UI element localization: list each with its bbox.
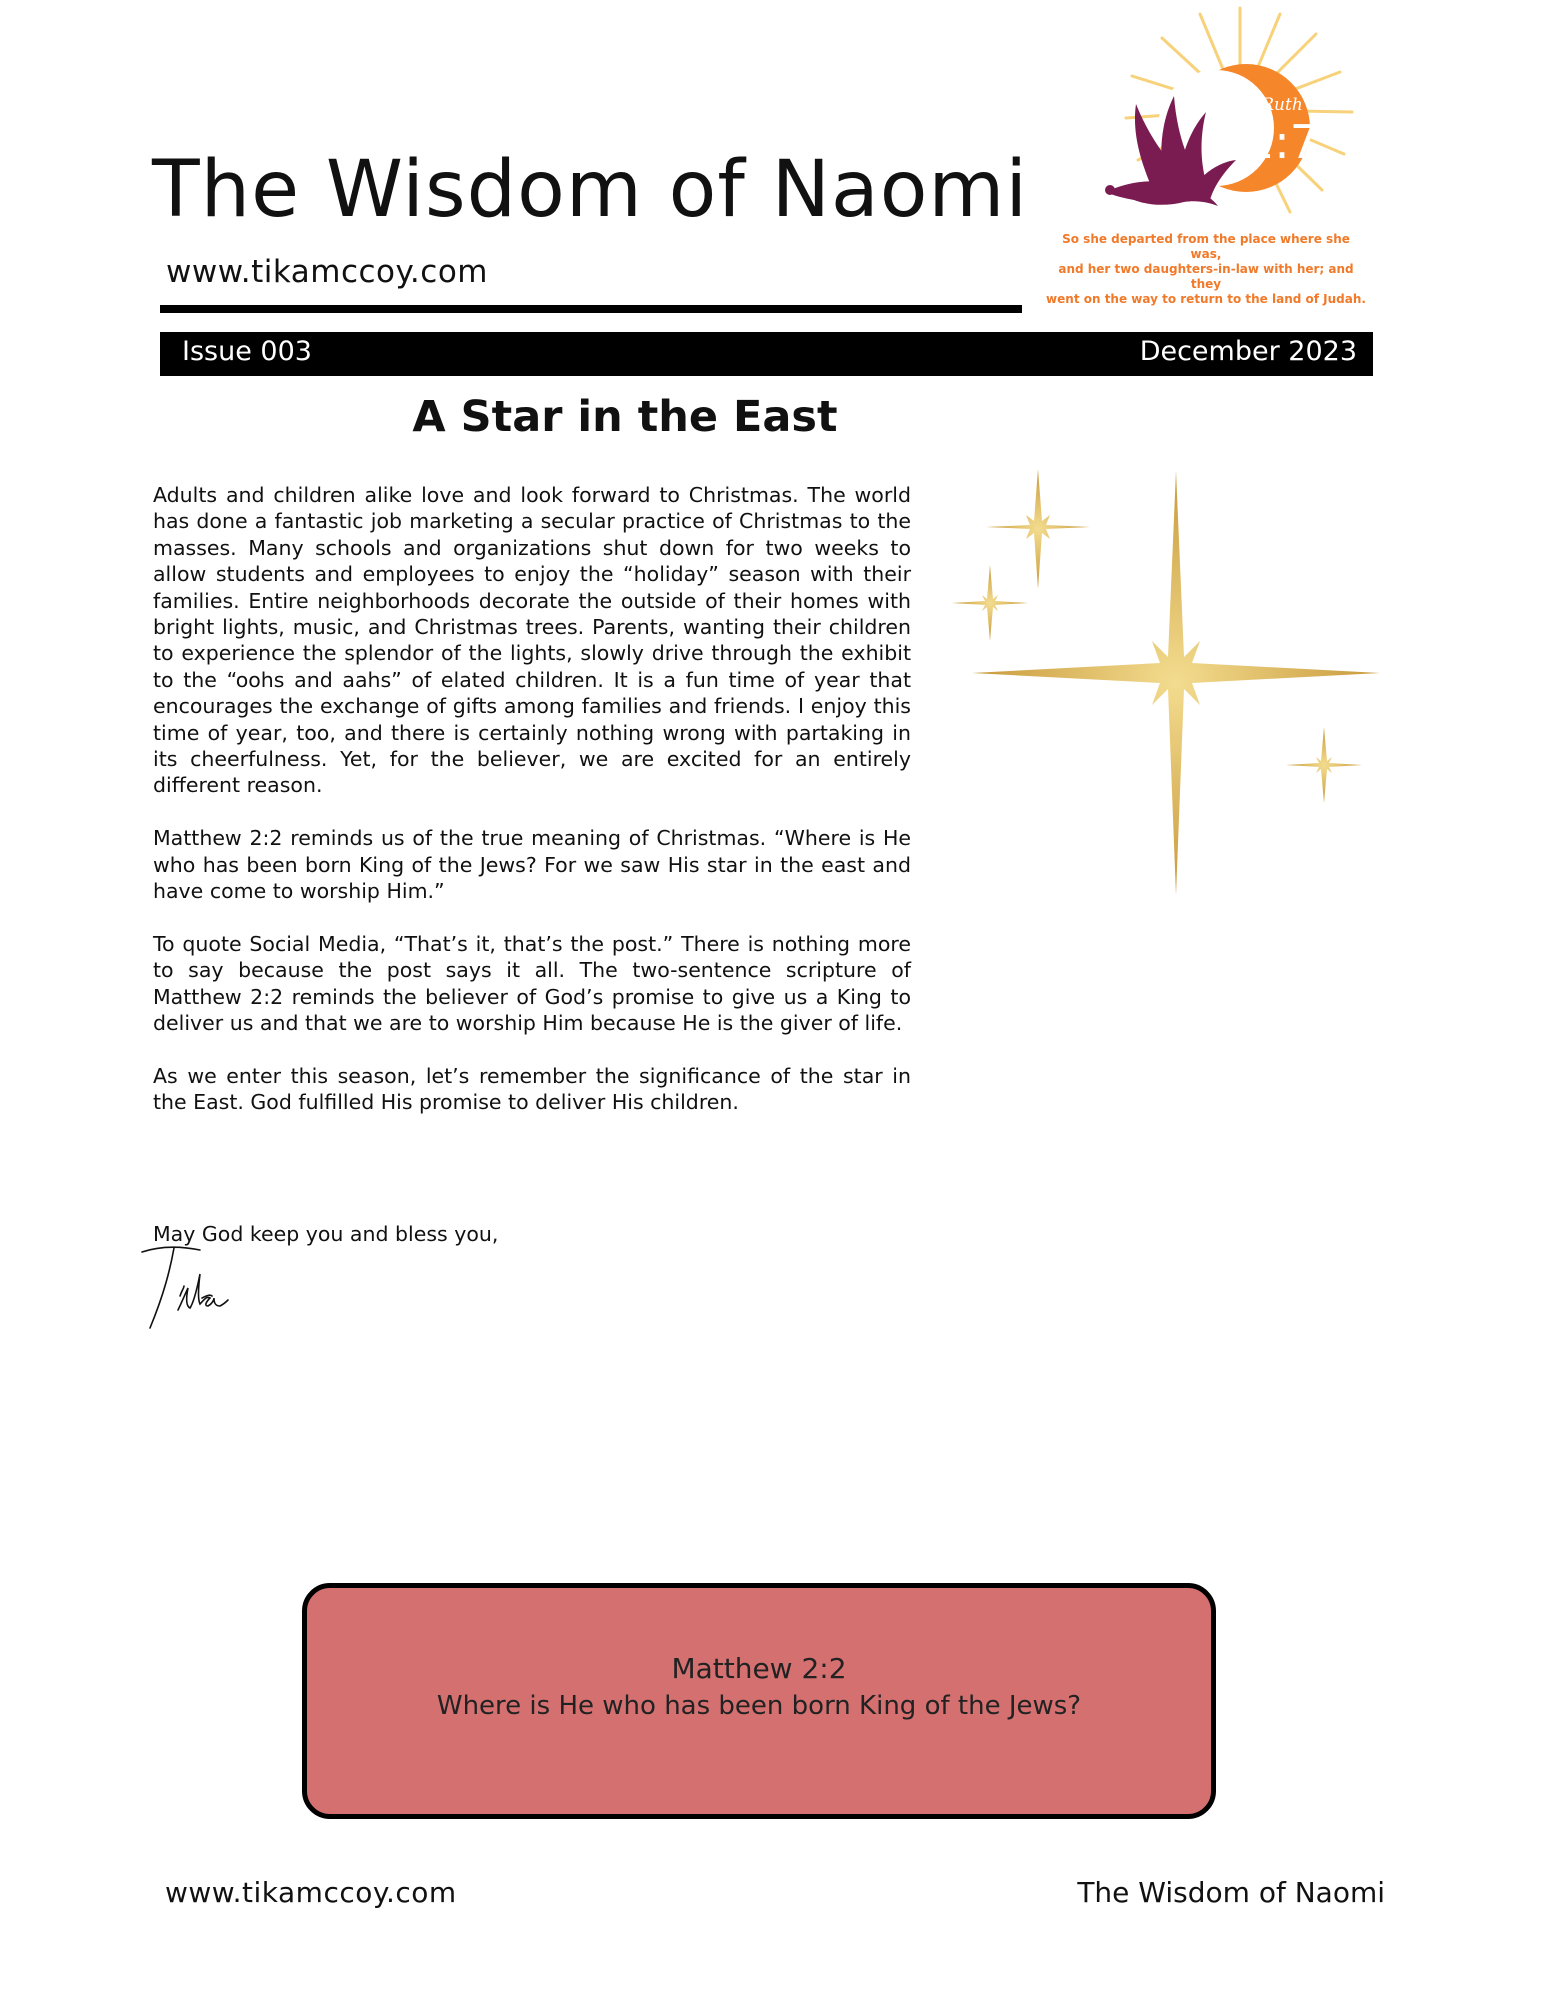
logo-caption	[1046, 232, 1366, 307]
article-body	[153, 482, 911, 1142]
signature-icon	[140, 1240, 240, 1330]
article-paragraph: Matthew 2:2 reminds us of the true meaning of Christmas. “Where is He who has been born King of the Jews? For we saw His star in the east and have come to worship Him.”	[153, 826, 911, 904]
issue-date: December 2023	[1139, 336, 1357, 367]
verse-reference: Matthew 2:2	[671, 1652, 847, 1685]
issue-number: Issue 003	[182, 336, 312, 367]
verse-text: Where is He who has been born King of the Jews?	[436, 1691, 1082, 1721]
masthead-divider	[160, 305, 1022, 313]
logo-caption-line: So she departed from the place where she was,	[1062, 232, 1350, 261]
verse-callout	[302, 1583, 1216, 1819]
logo-caption-line: and her two daughters-in-law with her; and they	[1058, 262, 1354, 291]
issue-bar	[160, 332, 1373, 376]
logo-badge-word: Ruth	[1261, 95, 1303, 115]
article-paragraph: Adults and children alike love and look forward to Christmas. The world has done a fantastic job marketing a secular practice of Christmas to the masses. Many schools and organizations shut down for two weeks to allow students and employees to enjoy the “holiday” season with their families. Entire neighborhoods decorate the outside of their homes with bright lights, music, and Christmas trees. Parents, wanting their children to experience the splendor of the lights, slowly drive through the exhibit to the “oohs and aahs” of elated children. It is a fun time of year that encourages the exchange of gifts among families and friends. I enjoy this time of year, too, and there is certainly nothing wrong with partaking in its cheerfulness. Yet, for the believer, we are excited for an entirely different reason.	[153, 483, 911, 798]
article-title: A Star in the East	[412, 392, 838, 442]
newsletter-title: The Wisdom of Naomi	[152, 145, 1029, 235]
logo-caption-line: went on the way to return to the land of Judah.	[1046, 292, 1366, 306]
website-url[interactable]: www.tikamccoy.com	[166, 254, 488, 290]
logo-badge-number: 1:7	[1244, 115, 1320, 169]
closing-line: May God keep you and bless you,	[153, 1222, 499, 1246]
gold-stars-icon	[950, 465, 1390, 895]
article-paragraph: To quote Social Media, “That’s it, that’s the post.” There is nothing more to say because the post says it all. The two-sentence scripture of Matthew 2:2 reminds the believer of God’s promise to give us a King to deliver us and that we are to worship Him because He is the giver of life.	[153, 931, 911, 1036]
article-paragraph: As we enter this season, let’s remember the significance of the star in the East. God fulfilled His promise to deliver His children.	[153, 1063, 911, 1115]
footer-url[interactable]: www.tikamccoy.com	[165, 1876, 457, 1909]
footer-title: The Wisdom of Naomi	[1077, 1876, 1385, 1909]
